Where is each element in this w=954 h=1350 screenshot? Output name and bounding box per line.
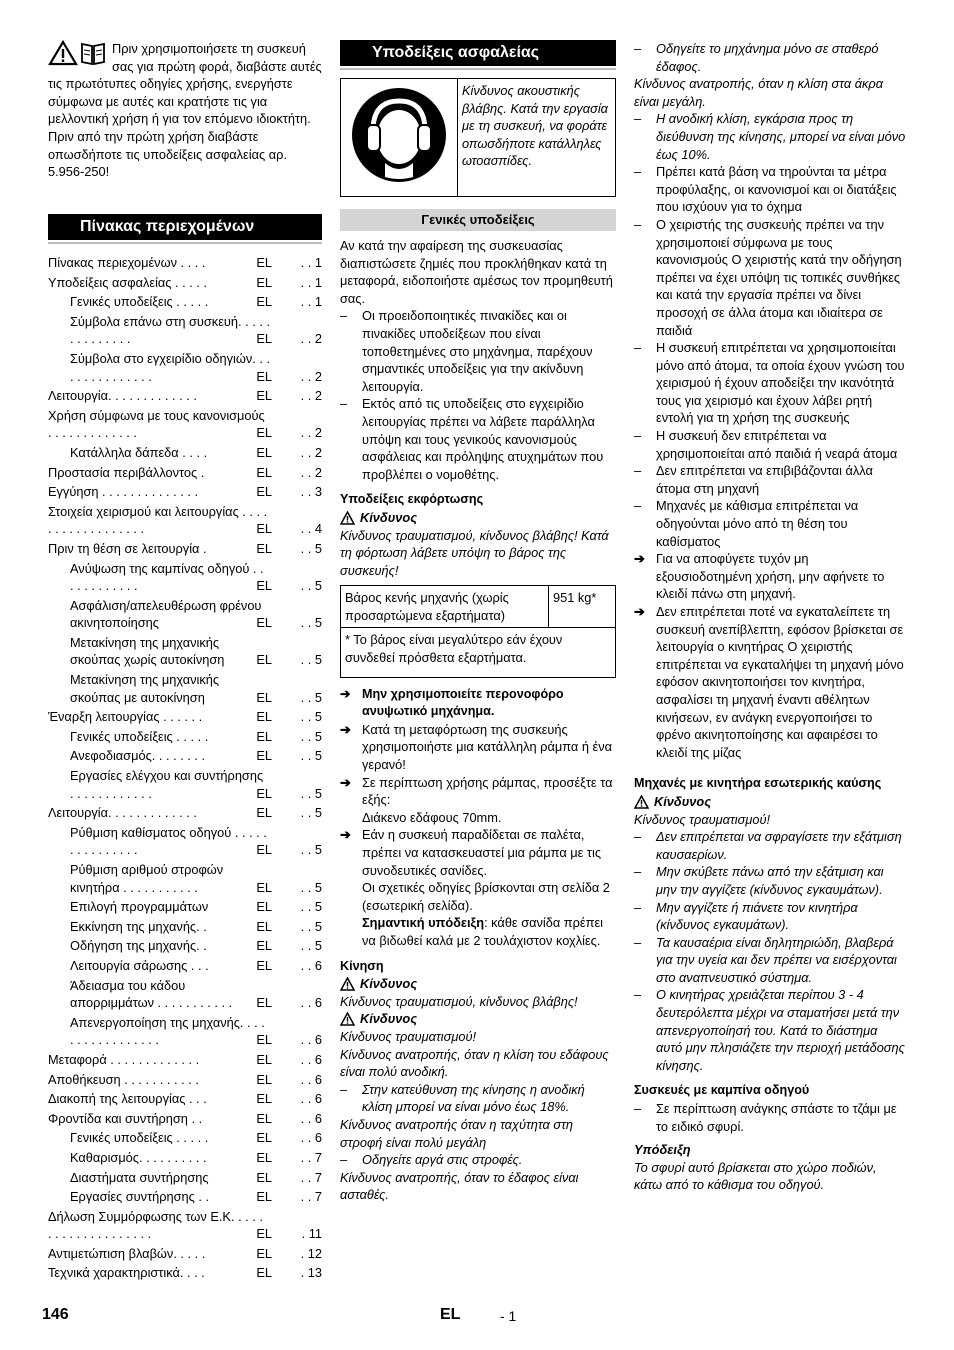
- toc-entry-lang: EL: [256, 652, 272, 668]
- move-warning-4: Κίνδυνος ανατροπής όταν η ταχύτητα στη στροφή είναι πολύ μεγάλη: [340, 1116, 573, 1150]
- toc-entry-lang: EL: [256, 540, 272, 556]
- ear-protection-text: Κίνδυνος ακουστικής βλάβης. Κατά την εργασία με τη συσκευή, να φοράτε οπωσδήποτε κατάλληλες ωτοασπίδες.: [458, 79, 616, 197]
- arrow-item-3: [340, 774, 616, 809]
- toc-entry-label: Έναρξη λειτουργίας . . . . . .: [48, 709, 203, 725]
- ear-protection-cell: [341, 79, 458, 197]
- arrow-item-1: [340, 686, 616, 721]
- toc-entry-lang: EL: [256, 1091, 272, 1107]
- toc-entry[interactable]: [48, 503, 322, 538]
- toc-entry-label: Ρύθμιση καθίσματος οδηγού . . . . . . . . . . . . . . .: [70, 824, 267, 858]
- toc-entry-lang: EL: [256, 1245, 272, 1261]
- toc-entry[interactable]: [48, 444, 322, 462]
- toc-entry-page: . . 5: [300, 938, 322, 954]
- toc-entry[interactable]: [48, 1264, 322, 1282]
- arrow-item-2-text: Κατά τη μεταφόρτωση της συσκευής χρησιμοποιήστε μια κατάλληλη ράμπα ή ένα γερανό!: [362, 721, 612, 773]
- footer-sub: [500, 1308, 516, 1326]
- toc-entry-label: Εργασίες συντήρησης . .: [70, 1189, 210, 1205]
- toc-entry-lang: EL: [256, 1265, 272, 1281]
- toc-entry-lang: EL: [256, 615, 272, 631]
- toc-entry-lang: EL: [256, 1130, 272, 1146]
- toc-entry-page: . . 6: [300, 1032, 322, 1048]
- toc-entry-page: . . 5: [300, 615, 322, 631]
- toc-entry-label: Φροντίδα και συντήρηση . .: [48, 1110, 203, 1126]
- toc-entry-page: . . 6: [300, 1110, 322, 1126]
- toc-entry-page: . . 5: [300, 540, 322, 556]
- toc-entry-page: . . 5: [300, 689, 322, 705]
- col3-item-2: – Πρέπει κατά βάση να τηρούνται τα μέτρα προφύλαξης, οι κανονισμοί και οι διατάξεις που ισχύουν για το όχημα: [634, 163, 906, 216]
- ice-warning: Κίνδυνος τραυματισμού!: [634, 811, 771, 827]
- left-column: [48, 40, 322, 1284]
- toc-entry[interactable]: [48, 1110, 322, 1128]
- toc-entry[interactable]: [48, 274, 322, 292]
- toc-entry-lang: EL: [256, 425, 272, 441]
- manual-icon: [80, 40, 106, 66]
- toc-entry[interactable]: [48, 350, 322, 385]
- toc-entry[interactable]: [48, 1090, 322, 1108]
- toc-entry-lang: EL: [256, 879, 272, 895]
- toc-entry-label: Μεταφορά . . . . . . . . . . . . .: [48, 1051, 200, 1067]
- toc-entry[interactable]: [48, 597, 322, 632]
- toc-entry-page: . . 6: [300, 1091, 322, 1107]
- ear-protection-icon: [351, 87, 447, 183]
- toc-entry[interactable]: [48, 313, 322, 348]
- toc-entry-lang: EL: [256, 1071, 272, 1087]
- toc-entry-label: Εγγύηση . . . . . . . . . . . . . .: [48, 484, 199, 500]
- toc-entry-lang: EL: [256, 957, 272, 973]
- warning-icon: [48, 40, 78, 66]
- arrow-item-4-text: Εάν η συσκευή παραδίδεται σε παλέτα, πρέπει να κατασκευαστεί μια ράμπα με τις συνοδευτικές σανίδες.: [362, 827, 601, 878]
- toc-entry[interactable]: [48, 957, 322, 975]
- toc-entry-page: . . 5: [300, 748, 322, 764]
- toc-entry-label: Άδειασμα του κάδου απορριμμάτων . . . . . . . . . . .: [70, 977, 233, 1011]
- general-item-2: – Εκτός από τις υποδείξεις στο εγχειρίδιο λειτουργίας πρέπει να λάβετε παράλληλα υπόψη και τους γενικούς κανονισμούς ασφάλειας και πρόληψης ατυχημάτων που προβλέπει ο νομοθέτης.: [340, 395, 616, 483]
- danger-label: Κίνδυνος: [654, 793, 712, 809]
- toc-entry-page: . . 3: [300, 484, 322, 500]
- toc-entry-lang: EL: [256, 918, 272, 934]
- toc-entry-page: . 12: [300, 1245, 322, 1261]
- arrow-item-4c: [340, 914, 616, 949]
- toc-entry-label: Μετακίνηση της μηχανικής σκούπας με αυτοκίνηση: [70, 672, 220, 705]
- arrow-item-1-text: Μην χρησιμοποιείτε περονοφόρο ανυψωτικό μηχάνημα.: [362, 686, 564, 719]
- cab-heading: Συσκευές με καμπίνα οδηγού: [634, 1083, 810, 1098]
- toc-entry-label: Μετακίνηση της μηχανικής σκούπας χωρίς αυτοκίνηση: [70, 634, 225, 668]
- toc-entry-page: . . 1: [300, 255, 322, 270]
- weight-label: Βάρος κενής μηχανής (χωρίς προσαρτώμενα εξαρτήματα): [341, 586, 549, 628]
- arrow-icon: ➔: [340, 721, 351, 737]
- arrow-icon: ➔: [634, 604, 645, 619]
- toc-entry-lang: EL: [256, 464, 272, 480]
- toc-entry-page: . 11: [301, 1226, 322, 1242]
- toc-entry-label: Πίνακας περιεχομένων . . . .: [48, 255, 206, 270]
- warning-icon: [340, 511, 355, 525]
- toc-entry-page: . . 5: [300, 709, 322, 725]
- toc-entry-label: Εργασίες ελέγχου και συντήρησης . . . . . . . . . . . .: [70, 768, 264, 801]
- toc-entry-page: . . 5: [300, 728, 322, 744]
- toc-entry[interactable]: [48, 1051, 322, 1069]
- toc-entry-page: . . 5: [300, 879, 322, 895]
- toc-entry[interactable]: [48, 747, 322, 765]
- col3-arrow-2: [634, 603, 906, 761]
- unload-danger: [340, 509, 616, 527]
- toc-entry-lang: EL: [256, 842, 272, 858]
- col3-item-7: – Μηχανές με κάθισμα επιτρέπεται να οδηγούνται μόνο από τη θέση του καθίσματος: [634, 497, 906, 550]
- toc-entry-label: Γενικές υποδείξεις . . . . .: [70, 294, 209, 310]
- toc-entry-label: Λειτουργία σάρωσης . . .: [70, 957, 209, 973]
- toc-entry[interactable]: [48, 671, 322, 706]
- toc-entry-lang: EL: [256, 331, 272, 347]
- toc-entry-label: Προστασία περιβάλλοντος .: [48, 464, 205, 480]
- move-item-1: – Στην κατεύθυνση της κίνησης η ανοδική κλίση μπορεί να είναι μόνο έως 18%.: [340, 1081, 616, 1116]
- toc-entry[interactable]: [48, 937, 322, 955]
- toc-entry-page: . . 5: [300, 842, 322, 858]
- toc-entry-label: Γενικές υποδείξεις . . . . .: [70, 1130, 209, 1146]
- col3-item-0: – Οδηγείτε το μηχάνημα μόνο σε σταθερό έδαφος.: [634, 40, 906, 75]
- toc-entry-label: Σύμβολα στο εγχειρίδιο οδηγιών. . . . . . . . . . . . . . .: [70, 350, 271, 384]
- toc-entry[interactable]: [48, 728, 322, 746]
- arrow-icon: ➔: [340, 827, 351, 843]
- toc-entry-lang: EL: [256, 444, 272, 460]
- col3-arrow-1: [634, 550, 906, 603]
- col3-item-5: – Η συσκευή δεν επιτρέπεται να χρησιμοποιείται από παιδιά ή νεαρά άτομα: [634, 427, 906, 462]
- toc-entry-label: Σύμβολα επάνω στη συσκευή. . . . . . . . . . . . . .: [70, 313, 271, 347]
- general-heading: Γενικές υποδείξεις: [340, 209, 616, 231]
- ice-item-4: – Τα καυσαέρια είναι δηλητηριώδη, βλαβερά για την υγεία και δεν πρέπει να εισέρχονται στο αναπνευστικό σύστημα.: [634, 934, 906, 987]
- toc-entry[interactable]: [48, 1208, 322, 1243]
- toc-entry-page: . . 5: [300, 899, 322, 915]
- weight-note: * Το βάρος είναι μεγαλύτερο εάν έχουν συνδεθεί πρόσθετα εξαρτήματα.: [341, 628, 616, 677]
- toc-entry[interactable]: [48, 767, 322, 802]
- toc-entry-label: Τεχνικά χαρακτηριστικά. . . .: [48, 1265, 205, 1281]
- toc-entry[interactable]: [48, 1188, 322, 1206]
- toc-entry-lang: EL: [256, 1226, 272, 1242]
- toc-entry-label: Αντιμετώπιση βλαβών. . . . .: [48, 1245, 206, 1261]
- toc-entry[interactable]: [48, 708, 322, 726]
- general-item-1: – Οι προειδοποιητικές πινακίδες και οι πινακίδες υποδείξεων που είναι τοποθετημένες στο μηχάνημα, παρέχουν σημαντικές υποδείξεις για την ακίνδυνη λειτουργία.: [340, 307, 616, 395]
- toc-entry[interactable]: [48, 1245, 322, 1263]
- toc-entry-page: . . 5: [300, 652, 322, 668]
- toc-entry-page: . . 5: [300, 578, 322, 594]
- toc-entry[interactable]: [48, 387, 322, 405]
- warning-icon: [340, 1012, 355, 1026]
- toc-entry-page: . . 6: [300, 1130, 322, 1146]
- table-of-contents: [48, 254, 322, 1282]
- toc-entry-page: . . 2: [300, 388, 322, 404]
- toc-entry-label: Διακοπή της λειτουργίας . . .: [48, 1091, 207, 1107]
- toc-entry-label: Καθαρισμός. . . . . . . . . .: [70, 1149, 207, 1165]
- toc-entry-lang: EL: [256, 689, 272, 705]
- toc-entry-page: . . 1: [300, 274, 322, 290]
- toc-entry-lang: EL: [256, 255, 272, 270]
- right-column: [634, 40, 906, 1194]
- toc-entry-page: . . 2: [300, 368, 322, 384]
- toc-entry-page: . . 2: [300, 464, 322, 480]
- toc-entry-label: Στοιχεία χειρισμού και λειτουργίας . . . . . . . . . . . . . . . . . .: [48, 503, 268, 537]
- warning-icon: [634, 795, 649, 809]
- toc-entry-page: . . 7: [300, 1169, 322, 1185]
- toc-entry-label: Λειτουργία. . . . . . . . . . . . .: [48, 805, 197, 821]
- weight-value: 951 kg*: [549, 586, 616, 628]
- middle-column: [340, 40, 616, 1204]
- col3-item-6: – Δεν επιτρέπεται να επιβιβάζονται άλλα άτομα στη μηχανή: [634, 462, 906, 497]
- arrow-item-3-text: Σε περίπτωση χρήσης ράμπας, προσέξτε τα εξής:: [362, 774, 613, 808]
- important-text: : κάθε σανίδα πρέπει να βιδωθεί καλά με 2 τουλάχιστον κοχλίες.: [362, 915, 603, 948]
- move-warning-2: Κίνδυνος τραυματισμού!: [340, 1028, 477, 1044]
- toc-entry-lang: EL: [256, 728, 272, 744]
- toc-entry-lang: EL: [256, 388, 272, 404]
- arrow-item-4: [340, 826, 616, 879]
- toc-entry-page: . . 5: [300, 785, 322, 801]
- toc-entry-lang: EL: [256, 1051, 272, 1067]
- important-label: Σημαντική υπόδειξη: [362, 915, 485, 931]
- footer-lang: EL: [440, 1306, 461, 1323]
- toc-heading: Πίνακας περιεχομένων: [48, 214, 322, 240]
- safety-heading: Υποδείξεις ασφαλείας: [340, 40, 616, 66]
- col3-item-3: – Ο χειριστής της συσκευής πρέπει να την χρησιμοποιεί σύμφωνα με τους κανονισμούς Ο χειριστής κατά την οδήγηση πρέπει να έχει υπόψη τις τοπικές συνθήκες και κατά την εργασία πρέπει να δίνει προσοχή σε άλλα άτομα και ιδιαίτερα σε παιδιά: [634, 216, 906, 339]
- toc-entry-page: . . 6: [300, 957, 322, 973]
- toc-entry-page: . . 2: [300, 444, 322, 460]
- col3-item-4: – Η συσκευή επιτρέπεται να χρησιμοποιείται μόνο από άτομα, τα οποία έχουν γνώση του χειρισμού ή έχουν αποδείξει την ικανότητά τους για χειρισμό και έχουν λάβει ρητή εντολή για τη χρήση της συσκευής: [634, 339, 906, 427]
- arrow-icon: ➔: [634, 551, 645, 567]
- toc-entry-page: . . 7: [300, 1189, 322, 1205]
- toc-entry-page: . . 1: [300, 294, 322, 310]
- toc-entry[interactable]: [48, 634, 322, 669]
- toc-entry-label: Ανεφοδιασμός. . . . . . . .: [70, 748, 206, 764]
- toc-entry-label: Αποθήκευση . . . . . . . . . . .: [48, 1071, 199, 1087]
- toc-entry-lang: EL: [256, 1032, 272, 1048]
- toc-entry-label: Λειτουργία. . . . . . . . . . . . .: [48, 388, 197, 404]
- toc-entry-lang: EL: [256, 1189, 272, 1205]
- toc-entry[interactable]: [48, 1071, 322, 1089]
- toc-entry-label: Χρήση σύμφωνα με τους κανονισμούς . . . . . . . . . . . . .: [48, 407, 265, 441]
- ice-item-3: – Μην αγγίζετε ή πιάνετε τον κινητήρα (κίνδυνος εγκαυμάτων).: [634, 899, 906, 934]
- danger-label: Κίνδυνος: [360, 976, 418, 992]
- move-warning-3: Κίνδυνος ανατροπής, όταν η κλίση του εδάφους είναι πολύ ανοδική.: [340, 1046, 609, 1080]
- note-heading: Υπόδειξη: [634, 1142, 691, 1158]
- toc-entry[interactable]: [48, 898, 322, 916]
- ice-item-1: – Δεν επιτρέπεται να σφραγίσετε την εξάτμιση καυσαερίων.: [634, 828, 906, 863]
- toc-entry-page: . . 7: [300, 1149, 322, 1165]
- toc-entry-lang: EL: [256, 938, 272, 954]
- move-heading: Κίνηση: [340, 958, 384, 973]
- toc-entry[interactable]: [48, 861, 322, 896]
- toc-entry[interactable]: [48, 1014, 322, 1049]
- warning-icon: [340, 977, 355, 991]
- toc-entry-lang: EL: [256, 1110, 272, 1126]
- toc-entry[interactable]: [48, 483, 322, 501]
- move-item-2: – Οδηγείτε αργά στις στροφές.: [340, 1151, 616, 1169]
- toc-entry-page: . . 4: [300, 521, 322, 537]
- toc-entry-lang: EL: [256, 521, 272, 537]
- toc-entry-label: Ανύψωση της καμπίνας οδηγού . . . . . . . . . . . .: [70, 560, 264, 594]
- arrow-icon: ➔: [340, 774, 351, 790]
- move-danger-1: [340, 975, 616, 993]
- toc-entry[interactable]: [48, 977, 322, 1012]
- toc-entry-page: . 13: [300, 1265, 322, 1281]
- intro-block: [48, 40, 322, 200]
- toc-entry-lang: EL: [256, 785, 272, 801]
- toc-entry-label: Διαστήματα συντήρησης: [70, 1169, 209, 1185]
- unload-warning: Κίνδυνος τραυματισμού, κίνδυνος βλάβης! Κατά τη φόρτωση λάβετε υπόψη το βάρος της συσκευής!: [340, 527, 609, 578]
- toc-entry-page: . . 5: [300, 918, 322, 934]
- toc-entry[interactable]: [48, 560, 322, 595]
- toc-entry-label: Κατάλληλα δάπεδα . . . .: [70, 444, 208, 460]
- toc-entry-page: . . 6: [300, 995, 322, 1011]
- intro-text-1: Πριν χρησιμοποιήσετε τη συσκευή σας για πρώτη φορά, διαβάστε αυτές τις πρωτότυπες οδηγίες χρήσης, ενεργήστε σύμφωνα με αυτές και κρατήστε τις για μελλοντική χρήση ή για τον επόμενο ιδιοκτήτη.: [48, 41, 322, 127]
- toc-entry-label: Ασφάλιση/απελευθέρωση φρένου ακινητοποίησης: [70, 597, 262, 631]
- arrow-item-2: [340, 721, 616, 774]
- toc-entry-page: . . 2: [300, 425, 322, 441]
- toc-entry-label: Δήλωση Συμμόρφωσης των Ε.Κ. . . . . . . . . . . . . . . . . . . .: [48, 1208, 263, 1242]
- toc-entry[interactable]: [48, 824, 322, 859]
- toc-entry-label: Υποδείξεις ασφαλείας . . . . .: [48, 274, 208, 290]
- toc-entry-label: Απενεργοποίηση της μηχανής. . . . . . . . . . . . . . . . .: [70, 1014, 265, 1048]
- move-warning-5: Κίνδυνος ανατροπής, όταν το έδαφος είναι ασταθές.: [340, 1169, 579, 1203]
- toc-entry[interactable]: [48, 464, 322, 482]
- toc-entry-label: Επιλογή προγραμμάτων: [70, 899, 209, 915]
- toc-entry[interactable]: [48, 918, 322, 936]
- col3-arrow-2-text: Δεν επιτρέπεται ποτέ να εγκαταλείπετε τη συσκευή ανεπίβλεπτη, εφόσον βρίσκεται σε λειτουργία ο κινητήρας Ο χειριστής επιτρέπεται να εγκαταλήψει τη μηχανή μόνο εφόσον ακινητοποιήσει τον κινητήρα, ασφαλίσει τη μηχανή έναντι αθέλητων κινήσεων, εν ανάγκη ενεργοποιήσει το φρένο ακινητοποίησης και αφαιρέσει το κλειδί της μίζας: [656, 604, 904, 760]
- toc-entry-label: Ρύθμιση αριθμού στροφών κινητήρα . . . . . . . . . . .: [70, 862, 224, 895]
- toc-entry-page: . . 5: [300, 805, 322, 821]
- toc-entry-lang: EL: [256, 1149, 272, 1165]
- toc-entry[interactable]: [48, 1149, 322, 1167]
- footer-sub-text: - 1: [500, 1308, 517, 1324]
- toc-entry-page: . . 6: [300, 1051, 322, 1067]
- toc-entry-lang: EL: [256, 995, 272, 1011]
- toc-entry-page: . . 6: [300, 1071, 322, 1087]
- col3-item-1: – Η ανοδική κλίση, εγκάρσια προς τη διεύθυνση της κίνησης, μπορεί να είναι μόνο έως 10%.: [634, 110, 906, 163]
- toc-entry-lang: EL: [256, 294, 272, 310]
- page-number: 146: [42, 1306, 69, 1323]
- toc-entry-label: Εκκίνηση της μηχανής. .: [70, 918, 207, 934]
- ear-protection-box: [340, 78, 616, 197]
- ice-item-2: – Μην σκύβετε πάνω από την εξάτμιση και μην την αγγίζετε (κίνδυνος εγκαυμάτων).: [634, 863, 906, 898]
- ice-item-5: – Ο κινητήρας χρειάζεται περίπου 3 - 4 δευτερόλεπτα μέχρι να σταματήσει μετά την απενεργοποίησή του. Κατά το διάστημα αυτό μην πλησιάζετε την περιοχή μετάδοσης κίνησης.: [634, 986, 906, 1074]
- toc-entry-lang: EL: [256, 748, 272, 764]
- toc-entry-lang: EL: [256, 805, 272, 821]
- toc-entry-label: Οδήγηση της μηχανής. .: [70, 938, 207, 954]
- toc-entry-lang: EL: [256, 899, 272, 915]
- toc-entry-lang: EL: [256, 709, 272, 725]
- toc-entry[interactable]: [48, 540, 322, 558]
- toc-entry[interactable]: [48, 1169, 322, 1187]
- danger-label: Κίνδυνος: [360, 509, 418, 525]
- toc-entry-lang: EL: [256, 368, 272, 384]
- danger-label: Κίνδυνος: [360, 1011, 418, 1027]
- move-warning-1: Κίνδυνος τραυματισμού, κίνδυνος βλάβης!: [340, 993, 578, 1009]
- arrow-item-3b: Διάκενο εδάφους 70mm.: [362, 809, 502, 825]
- toc-entry[interactable]: [48, 407, 322, 442]
- weight-table: [340, 585, 616, 677]
- ice-heading: Μηχανές με κινητήρα εσωτερικής καύσης: [634, 776, 882, 791]
- intro-icons: [48, 40, 106, 66]
- unload-heading: Υποδείξεις εκφόρτωσης: [340, 492, 484, 507]
- note-text: Το σφυρί αυτό βρίσκεται στο χώρο ποδιών, κάτω από το κάθισμα του οδηγού.: [634, 1159, 877, 1193]
- arrow-icon: ➔: [340, 686, 351, 701]
- toc-entry-lang: EL: [256, 274, 272, 290]
- move-danger-2: [340, 1010, 616, 1028]
- toc-entry-lang: EL: [256, 578, 272, 594]
- toc-entry[interactable]: [48, 1129, 322, 1147]
- toc-entry[interactable]: [48, 804, 322, 822]
- intro-text-2: Πριν από την πρώτη χρήση διαβάστε οπωσδήποτε τις υποδείξεις ασφαλείας αρ. 5.956-250!: [48, 128, 287, 180]
- col3-arrow-1-text: Για να αποφύγετε τυχόν μη εξουσιοδοτημένη χρήση, μην αφήνετε το κλειδί πάνω στη μηχανή.: [656, 551, 885, 602]
- general-paragraph: Αν κατά την αφαίρεση της συσκευασίας διαπιστώσετε ζημιές που προκλήθηκαν κατά τη μεταφορά, ειδοποιήστε αμέσως τον προμηθευτή σας.: [340, 238, 613, 306]
- ice-danger: [634, 793, 906, 811]
- col3-warning-1: Κίνδυνος ανατροπής, όταν η κλίση στα άκρα είναι μεγάλη.: [634, 76, 884, 109]
- toc-entry[interactable]: [48, 293, 322, 311]
- toc-entry[interactable]: [48, 254, 322, 272]
- arrow-item-4b: Οι σχετικές οδηγίες βρίσκονται στη σελίδα 2 (εσωτερική σελίδα).: [362, 880, 610, 913]
- cab-item-1: – Σε περίπτωση ανάγκης σπάστε το τζάμι με το ειδικό σφυρί.: [634, 1100, 906, 1135]
- toc-entry-lang: EL: [256, 484, 272, 500]
- toc-entry-label: Γενικές υποδείξεις . . . . .: [70, 728, 209, 744]
- toc-entry-page: . . 2: [300, 331, 322, 347]
- toc-entry-label: Πριν τη θέση σε λειτουργία .: [48, 540, 207, 556]
- toc-entry-lang: EL: [256, 1169, 272, 1185]
